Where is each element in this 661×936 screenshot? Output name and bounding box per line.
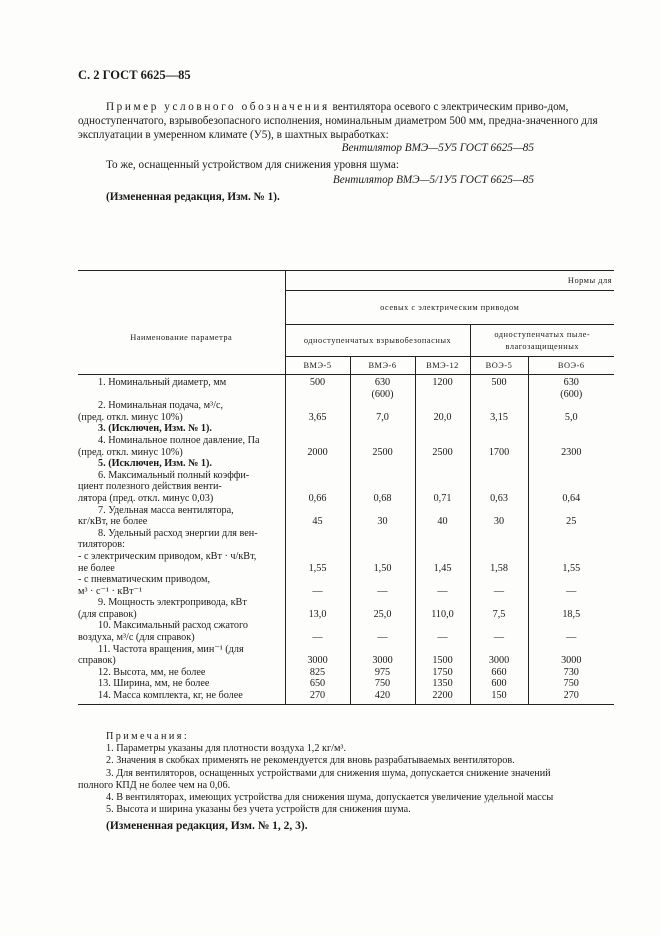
cell: 3000 bbox=[528, 655, 614, 667]
table-row bbox=[78, 678, 614, 690]
norms-header: Нормы для bbox=[285, 271, 614, 291]
note-3b: полного КПД не более чем на 0,06. bbox=[78, 779, 231, 791]
cell: 3000 bbox=[470, 655, 528, 667]
cell: 600 bbox=[470, 678, 528, 690]
cell: 1,55 bbox=[528, 563, 614, 575]
row-name: не более bbox=[78, 562, 115, 574]
row-name: (для справок) bbox=[78, 608, 137, 620]
cell: 1,45 bbox=[415, 563, 470, 575]
cell: 25 bbox=[528, 516, 614, 528]
col-header: ВОЭ-5 bbox=[470, 357, 528, 375]
cell: 1700 bbox=[470, 447, 528, 459]
row-name: - с пневматическим приводом, bbox=[78, 574, 211, 586]
table-row bbox=[78, 447, 614, 459]
parameters-table bbox=[78, 270, 614, 705]
row-name: 3. (Исключен, Изм. № 1). bbox=[98, 423, 212, 435]
cell: 2300 bbox=[528, 447, 614, 459]
cell: — bbox=[350, 586, 415, 598]
cell: 660 bbox=[470, 667, 528, 679]
cell: 20,0 bbox=[415, 412, 470, 424]
cell: 30 bbox=[470, 516, 528, 528]
designation-2: Вентилятор ВМЭ—5/1У5 ГОСТ 6625—85 bbox=[332, 174, 534, 186]
table-row bbox=[78, 574, 614, 586]
cell: 2000 bbox=[285, 447, 350, 459]
sub-header-1: одноступенчатых взрывобезопасных bbox=[285, 325, 470, 357]
row-name: 7. Удельная масса вентилятора, bbox=[98, 504, 234, 516]
row-name: 11. Частота вращения, мин⁻¹ (для bbox=[98, 643, 244, 655]
cell: 2500 bbox=[415, 447, 470, 459]
sub-header-2: одноступенчатых пыле-влагозащищенных bbox=[470, 325, 614, 357]
row-name: (пред. откл. минус 10%) bbox=[78, 446, 183, 458]
cell: — bbox=[528, 586, 614, 598]
table-row bbox=[78, 516, 614, 528]
cell: 7,0 bbox=[350, 412, 415, 424]
cell: 40 bbox=[415, 516, 470, 528]
cell: — bbox=[350, 632, 415, 644]
cell: 0,68 bbox=[350, 493, 415, 505]
cell: — bbox=[470, 586, 528, 598]
cell: 975 bbox=[350, 667, 415, 679]
cell: 0,64 bbox=[528, 493, 614, 505]
cell: 0,63 bbox=[470, 493, 528, 505]
note-1: 1. Параметры указаны для плотности воздуха 1,2 кг/м³. bbox=[106, 743, 346, 755]
cell: 13,0 bbox=[285, 609, 350, 621]
table-row bbox=[78, 389, 614, 401]
cell: (600) bbox=[350, 389, 415, 401]
cell: 730 bbox=[528, 667, 614, 679]
cell: 7,5 bbox=[470, 609, 528, 621]
row-name: 6. Максимальный полный коэффи- bbox=[98, 469, 250, 481]
table-row bbox=[78, 563, 614, 575]
cell: 30 bbox=[350, 516, 415, 528]
cell: 3000 bbox=[350, 655, 415, 667]
row-name: 4. Номинальное полное давление, Па bbox=[98, 434, 260, 446]
table-row bbox=[78, 400, 614, 412]
cell: 110,0 bbox=[415, 609, 470, 621]
table-row bbox=[78, 667, 614, 679]
cell: 1,55 bbox=[285, 563, 350, 575]
param-header: Наименование параметра bbox=[78, 271, 285, 375]
cell: 825 bbox=[285, 667, 350, 679]
table-row bbox=[78, 505, 614, 517]
same-text: То же, оснащенный устройством для снижения уровня шума: bbox=[106, 159, 399, 171]
table-row bbox=[78, 493, 614, 505]
notes-title: Примечания: bbox=[106, 731, 190, 742]
cell: — bbox=[528, 632, 614, 644]
note-5: 5. Высота и ширина указаны без учета устройств для снижения шума. bbox=[106, 804, 411, 816]
cell: 1350 bbox=[415, 678, 470, 690]
table-row bbox=[78, 528, 614, 540]
same-paragraph bbox=[78, 158, 614, 172]
cell: 3000 bbox=[285, 655, 350, 667]
table-row bbox=[78, 539, 614, 551]
col-header: ВОЭ-6 bbox=[528, 357, 614, 375]
row-name: 13. Ширина, мм, не более bbox=[98, 678, 210, 690]
row-name: циент полезного действия венти- bbox=[78, 481, 222, 493]
row-name: 2. Номинальная подача, м³/с, bbox=[98, 400, 224, 412]
table-row bbox=[78, 481, 614, 493]
cell: 150 bbox=[470, 690, 528, 704]
cell: 0,71 bbox=[415, 493, 470, 505]
cell: 1750 bbox=[415, 667, 470, 679]
table-row bbox=[78, 435, 614, 447]
page-header: С. 2 ГОСТ 6625—85 bbox=[78, 68, 191, 82]
cell: 500 bbox=[285, 375, 350, 389]
cell: 270 bbox=[528, 690, 614, 704]
table-row bbox=[78, 620, 614, 632]
cell: 1500 bbox=[415, 655, 470, 667]
example-lead: Пример условного обозначения bbox=[106, 101, 330, 113]
table-row bbox=[78, 690, 614, 704]
row-name: 5. (Исключен, Изм. № 1). bbox=[98, 458, 212, 470]
table-row bbox=[78, 375, 614, 389]
table-row bbox=[78, 423, 614, 435]
row-name: лятора (пред. откл. минус 0,03) bbox=[78, 492, 214, 504]
table-row bbox=[78, 412, 614, 424]
cell: 3,65 bbox=[285, 412, 350, 424]
cell: 650 bbox=[285, 678, 350, 690]
cell: 2500 bbox=[350, 447, 415, 459]
cell: 420 bbox=[350, 690, 415, 704]
row-name: 10. Максимальный расход сжатого bbox=[98, 620, 249, 632]
col-header: ВМЭ-6 bbox=[350, 357, 415, 375]
col-header: ВМЭ-5 bbox=[285, 357, 350, 375]
cell: 5,0 bbox=[528, 412, 614, 424]
table-row bbox=[78, 458, 614, 470]
example-paragraph bbox=[78, 100, 614, 142]
notes-block bbox=[78, 731, 614, 816]
row-name: тиляторов: bbox=[78, 539, 125, 551]
cell: — bbox=[470, 632, 528, 644]
row-name: 8. Удельный расход энергии для вен- bbox=[98, 527, 258, 539]
table-row bbox=[78, 655, 614, 667]
cell: 0,66 bbox=[285, 493, 350, 505]
cell: 1200 bbox=[415, 375, 470, 389]
cell: 25,0 bbox=[350, 609, 415, 621]
row-name: воздуха, м³/с (для справок) bbox=[78, 632, 195, 644]
table-row bbox=[78, 470, 614, 482]
row-name: 9. Мощность электропривода, кВт bbox=[98, 597, 247, 609]
cell: 750 bbox=[528, 678, 614, 690]
col-header: ВМЭ-12 bbox=[415, 357, 470, 375]
table-row bbox=[78, 644, 614, 656]
row-name: кг/кВт, не более bbox=[78, 516, 148, 528]
cell: 2200 bbox=[415, 690, 470, 704]
table-row bbox=[78, 609, 614, 621]
cell: 630 bbox=[528, 375, 614, 389]
final-edition: (Измененная редакция, Изм. № 1, 2, 3). bbox=[106, 820, 308, 832]
cell: 500 bbox=[470, 375, 528, 389]
cell: — bbox=[415, 632, 470, 644]
cell: — bbox=[285, 586, 350, 598]
cell: 1,50 bbox=[350, 563, 415, 575]
cell: 630 bbox=[350, 375, 415, 389]
cell: 3,15 bbox=[470, 412, 528, 424]
cell: — bbox=[285, 632, 350, 644]
cell: 270 bbox=[285, 690, 350, 704]
note-3a: 3. Для вентиляторов, оснащенных устройствами для снижения шума, допускается снижение значений bbox=[106, 767, 551, 779]
table-row bbox=[78, 551, 614, 563]
row-name: 1. Номинальный диаметр, мм bbox=[98, 377, 227, 388]
cell: 1,58 bbox=[470, 563, 528, 575]
table-row bbox=[78, 632, 614, 644]
cell: 750 bbox=[350, 678, 415, 690]
row-name: м³ · с⁻¹ · кВт⁻¹ bbox=[78, 585, 143, 597]
example-text: вентилятора осевого с электрическим приво-дом, одноступенчатого, взрывобезопасного исполнения, номинальным диаметром 500 мм, предна-значенного для эксплуатации в умеренном климате (У5), в шахтных выработках: bbox=[78, 101, 598, 141]
group-header: осевых с электрическим приводом bbox=[285, 291, 614, 325]
note-2: 2. Значения в скобках применять не рекомендуется для вновь разрабатываемых вентиляторов. bbox=[106, 755, 515, 767]
designation-1: Вентилятор ВМЭ—5У5 ГОСТ 6625—85 bbox=[341, 142, 534, 154]
row-name: 12. Высота, мм, не более bbox=[98, 666, 206, 678]
row-name: справок) bbox=[78, 655, 116, 667]
table-row bbox=[78, 586, 614, 598]
row-name: (пред. откл. минус 10%) bbox=[78, 411, 183, 423]
row-name: 14. Масса комплекта, кг, не более bbox=[98, 690, 243, 702]
cell: — bbox=[415, 586, 470, 598]
note-4: 4. В вентиляторах, имеющих устройства для снижения шума, допускается увеличение удельной массы bbox=[106, 792, 554, 804]
row-name: - с электрическим приводом, кВт · ч/кВт, bbox=[78, 550, 257, 562]
cell: 45 bbox=[285, 516, 350, 528]
cell: 18,5 bbox=[528, 609, 614, 621]
cell: (600) bbox=[528, 389, 614, 401]
edition-note: (Измененная редакция, Изм. № 1). bbox=[106, 191, 280, 203]
table-row bbox=[78, 597, 614, 609]
